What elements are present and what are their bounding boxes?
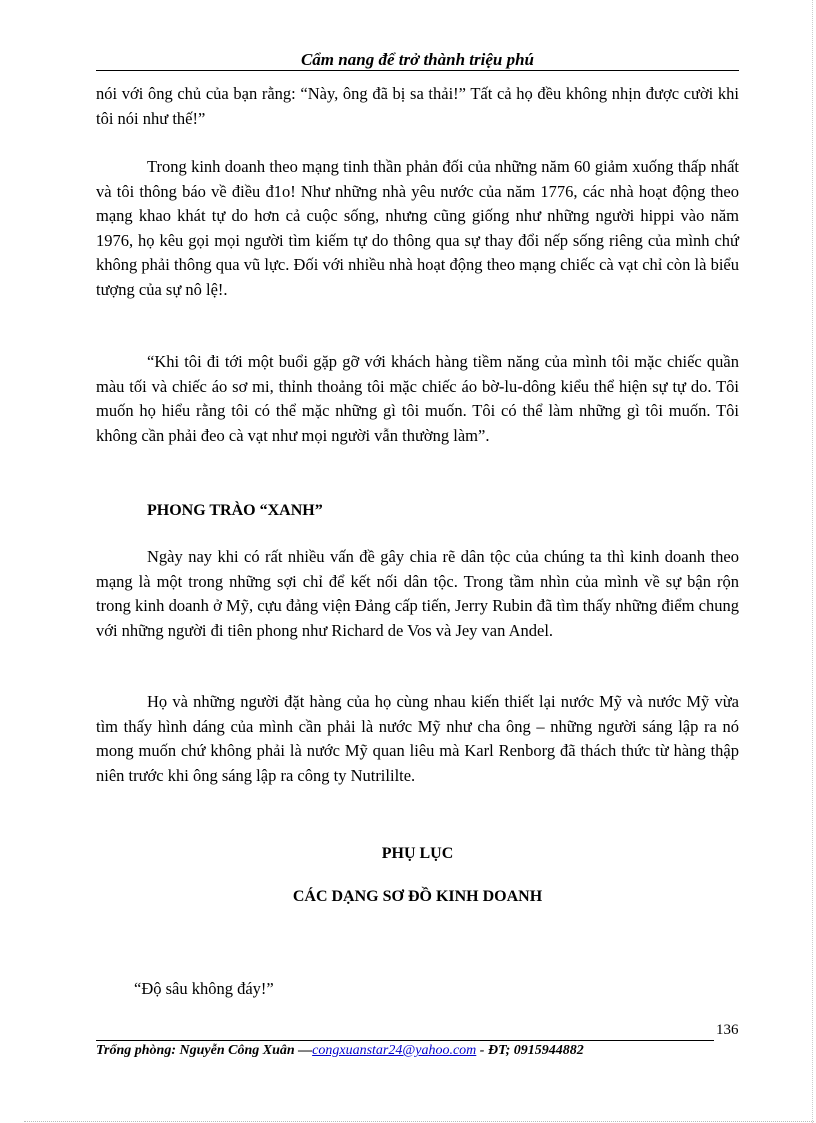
page-right-edge (812, 0, 813, 1123)
paragraph-5: Họ và những người đặt hàng của họ cùng nhau kiến thiết lại nước Mỹ và nước Mỹ vừa tìm thấy hình dáng của mình cần phải là nước Mỹ như cha ông – những người sáng lập ra nó mong muốn chứ không phải là nước Mỹ quan liêu mà Karl Renborg đã thách thức từ hàng thập niên trước khi ông sáng lập ra công ty Nutrililte. (96, 692, 739, 785)
quote-text: “Độ sâu không đáy!” (134, 979, 274, 998)
page-number: 136 (716, 1022, 739, 1038)
footer-author: Trổng phòng: Nguyễn Công Xuân — (96, 1043, 313, 1058)
paragraph-3: “Khi tôi đi tới một buổi gặp gỡ với khách hàng tiềm năng của mình tôi mặc chiếc quần màu tối và chiếc áo sơ mi, thỉnh thoảng tôi mặc chiếc áo bờ-lu-dông kiểu thể hiện sự tự do. Tôi muốn họ hiểu rằng tôi có thể mặc những gì tôi muốn. Tôi có thể làm những gì tôi muốn. Tôi không cần phải đeo cà vạt như mọi người vẫn thường làm”. (96, 352, 739, 445)
footer-phone: - ĐT; 0915944882 (476, 1043, 584, 1058)
paragraph-4: Ngày nay khi có rất nhiều vấn đề gây chia rẽ dân tộc của chúng ta thì kinh doanh theo mạng là một trong những sợi chỉ để kết nối dân tộc. Trong tầm nhìn của mình về sự bận rộn trong kinh doanh ở Mỹ, cựu đảng viện Đảng cấp tiến, Jerry Rubin đã tìm thấy những điểm chung với những người đi tiên phong như Richard de Vos và Jey van Andel. (96, 547, 739, 640)
paragraph-1: nói với ông chủ của bạn rằng: “Này, ông đã bị sa thải!” Tất cả họ đều không nhịn được cười khi tôi nói như thế!” (96, 84, 739, 128)
page-bottom-edge (24, 1121, 814, 1122)
appendix-heading: PHỤ LỤC (381, 845, 454, 862)
page-header-title: Cẩm nang để trở thành triệu phú (300, 50, 535, 69)
footer-email-link[interactable]: congxuanstar24@yahoo.com (312, 1043, 477, 1058)
appendix-subheading: CÁC DẠNG SƠ ĐỒ KINH DOANH (292, 888, 543, 905)
paragraph-2: Trong kinh doanh theo mạng tinh thần phản đối của những năm 60 giảm xuống thấp nhất và tôi thông báo về điều đ1o! Như những nhà yêu nước của năm 1776, các nhà hoạt động theo mạng khao khát tự do hơn cả cuộc sống, nhưng cũng giống như những người hippi vào năm 1976, họ kêu gọi mọi người tìm kiếm tự do thông qua sự thay đổi nếp sống riêng của mình chứ không phải thông qua vũ lực. Đối với nhiều nhà hoạt động theo mạng chiếc cà vạt chỉ còn là biểu tượng của sự nô lệ!. (96, 157, 739, 299)
section-heading-green-movement: PHONG TRÀO “XANH” (147, 502, 323, 519)
page-footer (96, 1043, 584, 1059)
footer-divider (96, 1040, 714, 1041)
header-divider (96, 70, 739, 71)
